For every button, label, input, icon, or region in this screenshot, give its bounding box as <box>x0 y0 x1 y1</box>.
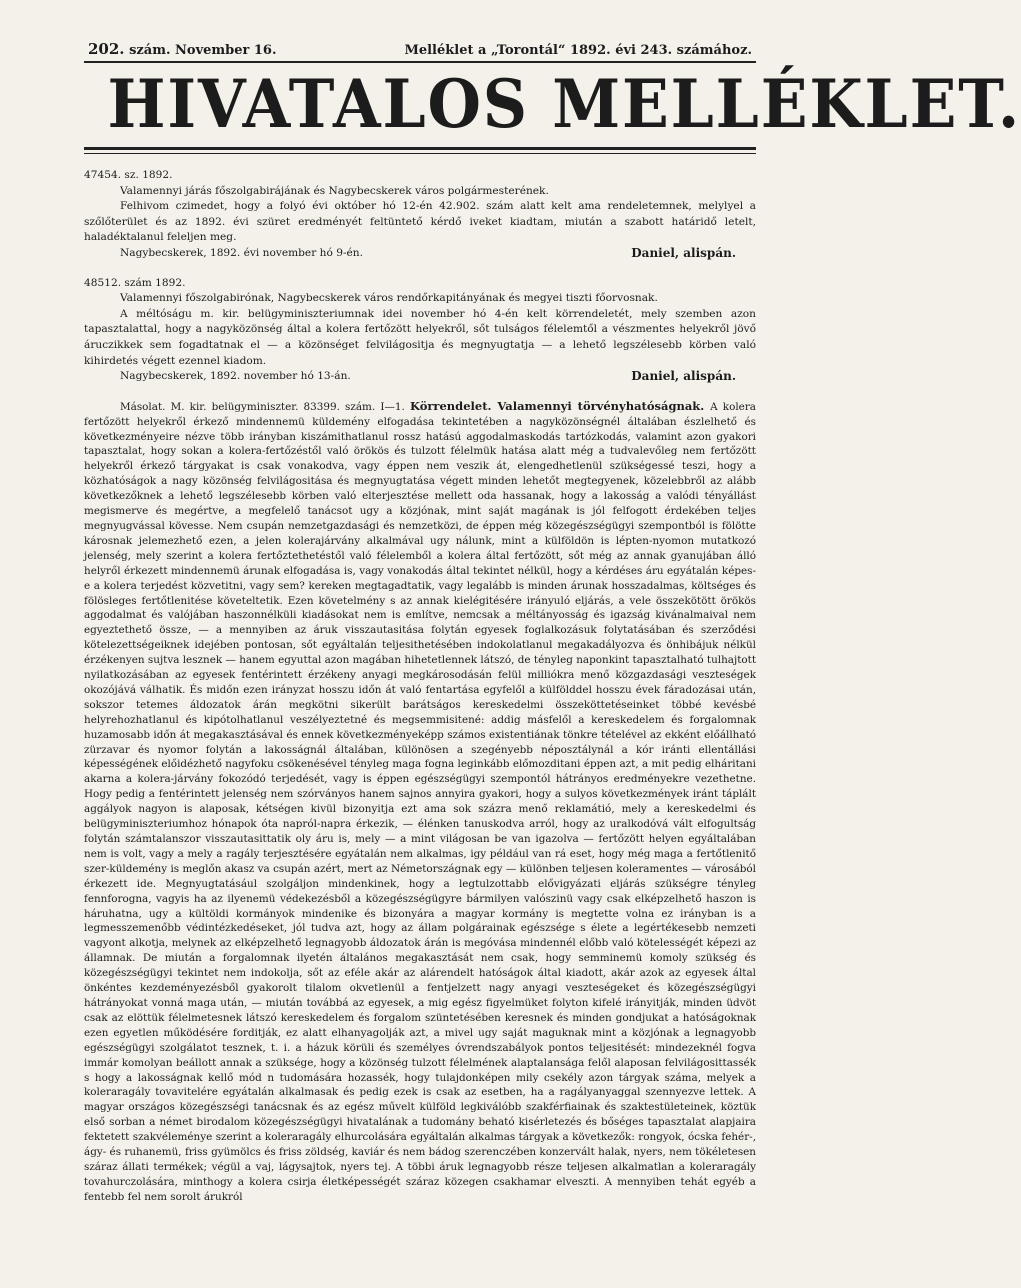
notice-2-addressee: Valamennyi főszolgabirónak, Nagybecskerek város rendőrkapitányának és megyei tiszti főorvosnak. <box>120 292 658 305</box>
circular-body: A kolera fertőzött helyekről érkező mindennemü küldemény elfogadása tekintetében a nagyközönségnél általában észlelhető és következményeire nézve több irányban kiszámithatlanul rossz hatású aggodalmaskodás tartózkodás, valamint azon gyakori tapasztalat, hogy sokan a kolera-fertőzéstől való örökös és tulzott félelmük hatása alatt még a tudvalevőleg nem fertőzött helyekről érkező tárgyakat is csak vonakodva, vagy éppen nem veszik át, elengedhetlenül szükségessé teszi, hogy a közhatóságok a nagy közönség felvilágositása és megnyugtatása végett minden lehetőt megtegyenek, közelebbről az alább következőknek a lehető legszélesebb körben való elterjesztése mellett oda hassanak, hogy a lakosság a valódi tényállást megismerve és megértve, a megfelelő tanácsot ugy a közjónak, mint saját magának is jól felfogott érdekében teljes megnyugvással kövesse. Nem csupán nemzetgazdasági és nemzetközi, de éppen még közegészségügyi szempontból is fölötte károsnak jelemezhető ezen, a jelen kolerajárvány alkalmával ugy nálunk, mint a külföldön is lépten-nyomon mutatkozó jelenség, mely szerint a kolera fertőztethetéstől való félelemből a kolera által fertőzött, sőt még az annak gyanujában álló helyről érkezett mindennemü árunak elfogadása is, vagy vonakodás által tekintet nélkül, hogy a kérdéses áru egyátalán képes-e a kolera terjedést közvetitni, vagy sem? kereken megtagadtatik, vagy legalább is minden árunak hosszadalmas, költséges és fölösleges fertőtlenitése követeltetik. Ezen követelmény s az annak kielégitésére irányuló eljárás, a vele összekötött örökös aggodalmat és valójában haszonnélküli kiadásokat nem is említve, nemcsak a méltányosság és igazság kivánalmaival nem egyeztethető össze, — a mennyiben az áruk visszautasitása folytán egyesek foglalkozásuk folytatásában és szerződési kötelezettségeiknek idejében pontosan, sőt egyáltalán teljesithetésében indokolatlanul megakadályozva és önhibájuk nélkül érzékenyen sujtva lesznek — hanem egyuttal azon magában hihetetlennek látszó, de tényleg naponkint tapasztalható tulhajtott nyilatkozásában az egyesek fentérintett érzékeny anyagi megkárosodásán felül milliókra menő közgazdasági veszteségek okozójává válhatik. És midőn ezen irányzat hosszu időn át való fentartása egyfelől a külfölddel hosszu évek fáradozásai után, sokszor tetemes áldozatok árán megkötni sikerült barátságos kereskedelmi összeköttetéseinket többé kevésbé helyrehozhatlanul és kipótolhatlanul veszélyeztetné és megsemmisitené: addig másfelől a kereskedelem és forgalomnak huzamosabb időn át megakasztásával és ennek következményeképp számos existentiának tönkre tételével az ekként előállható zürzavar és nyomor folytán a lakosságnál általában, különösen a szegényebb néposztálynál a kór iránti ellentállási képességének előidézhető nagyfoku csökenésével tényleg maga fogna leginkább előmozditani éppen azt, a mit pedig elháritani akarna a kolera-járvány fokozódó terjedését, vagy is éppen egészségügyi szempontól hátrányos eredményekre vezethetne. Hogy pedig a fentérintett jelenség nem szórványos hanem sajnos annyira gyakori, hogy a sulyos következmények iránt táplált aggályok nagyon is alaposak, kétségen kivül bizonyitja ezt ama sok százra menő reklamátió, mely a kereskedelmi és belügyminiszteriumhoz hónapok óta napról-napra érkezik, — élénken tanuskodva arról, hogy az uralkodóvá vált elfogultság folytán számtalanszor visszautasittatik oly áru is, mely — a mint világosan be van igazolva — fertőzött helyen egyáltalában nem is volt, vagy a mely a ragály terjesztésére egyátalán nem alkalmas, igy például van rá eset, hogy még maga a fertőtlenitő szer-küldemény is meglőn akasz va csupán azért, mert az Németországnak egy — különben teljesen koleramentes — városából érkezett ide. Megnyugtatásául szolgáljon mindenkinek, hogy a legtulzottabb elővigyázati eljárás szükségre tényleg fennforogna, vagyis ha az ilyenemü védekezésből a közegészségügyre bármilyen valószinü vagy csak elképzelhető haszon is háruhatna, ugy a kültöldi kormányok mindenike és bizonyára a magyar kormány is megtette volna ez irányban is a legmesszemenőbb védintézkedéseket, jól tudva azt, hogy az állam polgárainak egészsége s élete a legértékesebb nemzeti vagyont alkotja, melynek az elképzelhető legnagyobb áldozatok árán is megóvása mindennél előbb való kötelességét képezi az államnak. De miután a forgalomnak ilyetén általános megakasztását nem csak, hogy semminemü komoly szükség és közegészségügyi tekintet nem indokolja, sőt az eféle akár az alárendelt hatóságok által kiadott, akár azok az egyesek által önkéntes kezdeményezésből gyakorolt tilalom okvetlenül a fentjelzett nagy anyagi veszteségeket és közegészségügyi hátrányokat vonná maga után, — miután továbbá az egyesek, a mig egész figyelmüket folyton kifelé irányitják, minden üdvöt csak az elöttük félelmetesnek látszó kereskedelem és forgalom szüntetésében keresnek és minden gondjukat a hatóságoknak ezen egyetlen működésére forditják, ez alatt elhanyagolják azt, a mivel ugy saját maguknak mint a közjónak a legnagyobb egészségügyi szolgálatot tesznek, t. i. a házuk körüli és személyes óvrendszabályok pontos teljesitését: mindezeknél fogva immár komolyan beállott annak a szüksége, hogy a közönség tulzott félelmének alaptalansága felől alaposan felvilágosittassék s hogy a lakosságnak kellő mód n tudomására hozassék, hogy tulajdonképen mily csekély azon tárgyak száma, melyek a koleraragály tovavitelére egyátalán alkalmasak és pedig ezek is csak az esetben, ha a ragályanyaggal szennyezve lettek. A magyar országos közegészségi tanácsnak és az egész művelt külföld legkiválóbb szakférfiainak és szaktestületeinek, köztük első sorban a német birodalom közegészségügyi hivatalának a tudomány beható kisérletezés és bőséges tapasztalat alapjaira fektetett szakvéleménye szerint a koleraragály elhurcolására egyáltalán alkalmas tárgyak a következők: rongyok, ócska fehér-, ágy- és ruhanemü, friss gyümölcs és friss zöldség, kaviár és nem bádog szerenczében konzervált halak, nyers, nem tökéletesen száraz állati termékek; végül a vaj, lágysajtok, nyers tej. A többi áruk legnagyobb része teljesen alkalmatlan a koleraragály tovahurczolására, minthogy a kolera csirja életképességét száraz közegen csakhamar elveszti. A mennyiben tehát egyéb a fentebb fel nem sorolt árukról <box>84 400 756 1203</box>
newspaper-page <box>84 40 1021 1205</box>
circular-copy <box>84 399 756 1205</box>
circular-heading: Körrendelet. Valamennyi törvényhatóságnak. <box>409 398 711 413</box>
notice-2-place-date: Nagybecskerek, 1892. november hó 13-án. <box>120 370 351 383</box>
notice-1-signature-line <box>84 246 756 262</box>
title-rule-thin <box>84 153 756 154</box>
notice-2-signature: Daniel, alispán. <box>631 369 736 384</box>
notice-1-signature: Daniel, alispán. <box>631 245 736 260</box>
notice-2-signature-line <box>84 369 756 385</box>
circular-intro: Másolat. M. kir. belügyminiszter. 83399. szám. I—1. <box>120 400 410 413</box>
notice-2 <box>84 276 756 385</box>
notice-1 <box>84 168 756 262</box>
masthead-line <box>84 40 756 58</box>
supplement-note: Melléklet a „Torontál“ 1892. évi 243. számához. <box>404 43 752 58</box>
circular-text <box>84 399 756 1205</box>
page-title: HIVATALOS MELLÉKLET. <box>107 65 1021 143</box>
notice-2-ref: 48512. szám 1892. <box>84 276 186 289</box>
notice-1-ref: 47454. sz. 1892. <box>84 169 173 181</box>
notice-2-body: A méltóságu m. kir. belügyminiszteriumnak idei november hó 4-én kelt körrendeletét, mely szemben azon tapasztalattal, hogy a nagyközönség által a kolera fertőzött helyekről, sőt tulságos félelemtől a vészmentes helyekről jövő áruczikkek sem fogadtatnak el — a közönséget felvilágositja és megnyugtatja — a lehető legszélesebb körben való kihirdetés végett ezennel kiadom. <box>84 307 756 367</box>
notice-1-addressee: Valamennyi járás főszolgabirájának és Nagybecskerek város polgármesterének. <box>120 184 549 197</box>
notice-1-body: Felhivom czimedet, hogy a folyó évi október hó 12-én 42.902. szám alatt kelt ama rendeletemnek, melylyel a szőlőterület és az 1892. évi szüret eredményét feltüntető kérdő iveket kiadtam, miután a szabott határidő letelt, haladéktalanul feleljen meg. <box>84 200 756 244</box>
notice-1-place-date: Nagybecskerek, 1892. évi november hó 9-én. <box>120 246 363 259</box>
title-rule <box>84 147 756 150</box>
issue-number: 202. szám. November 16. <box>88 40 277 58</box>
